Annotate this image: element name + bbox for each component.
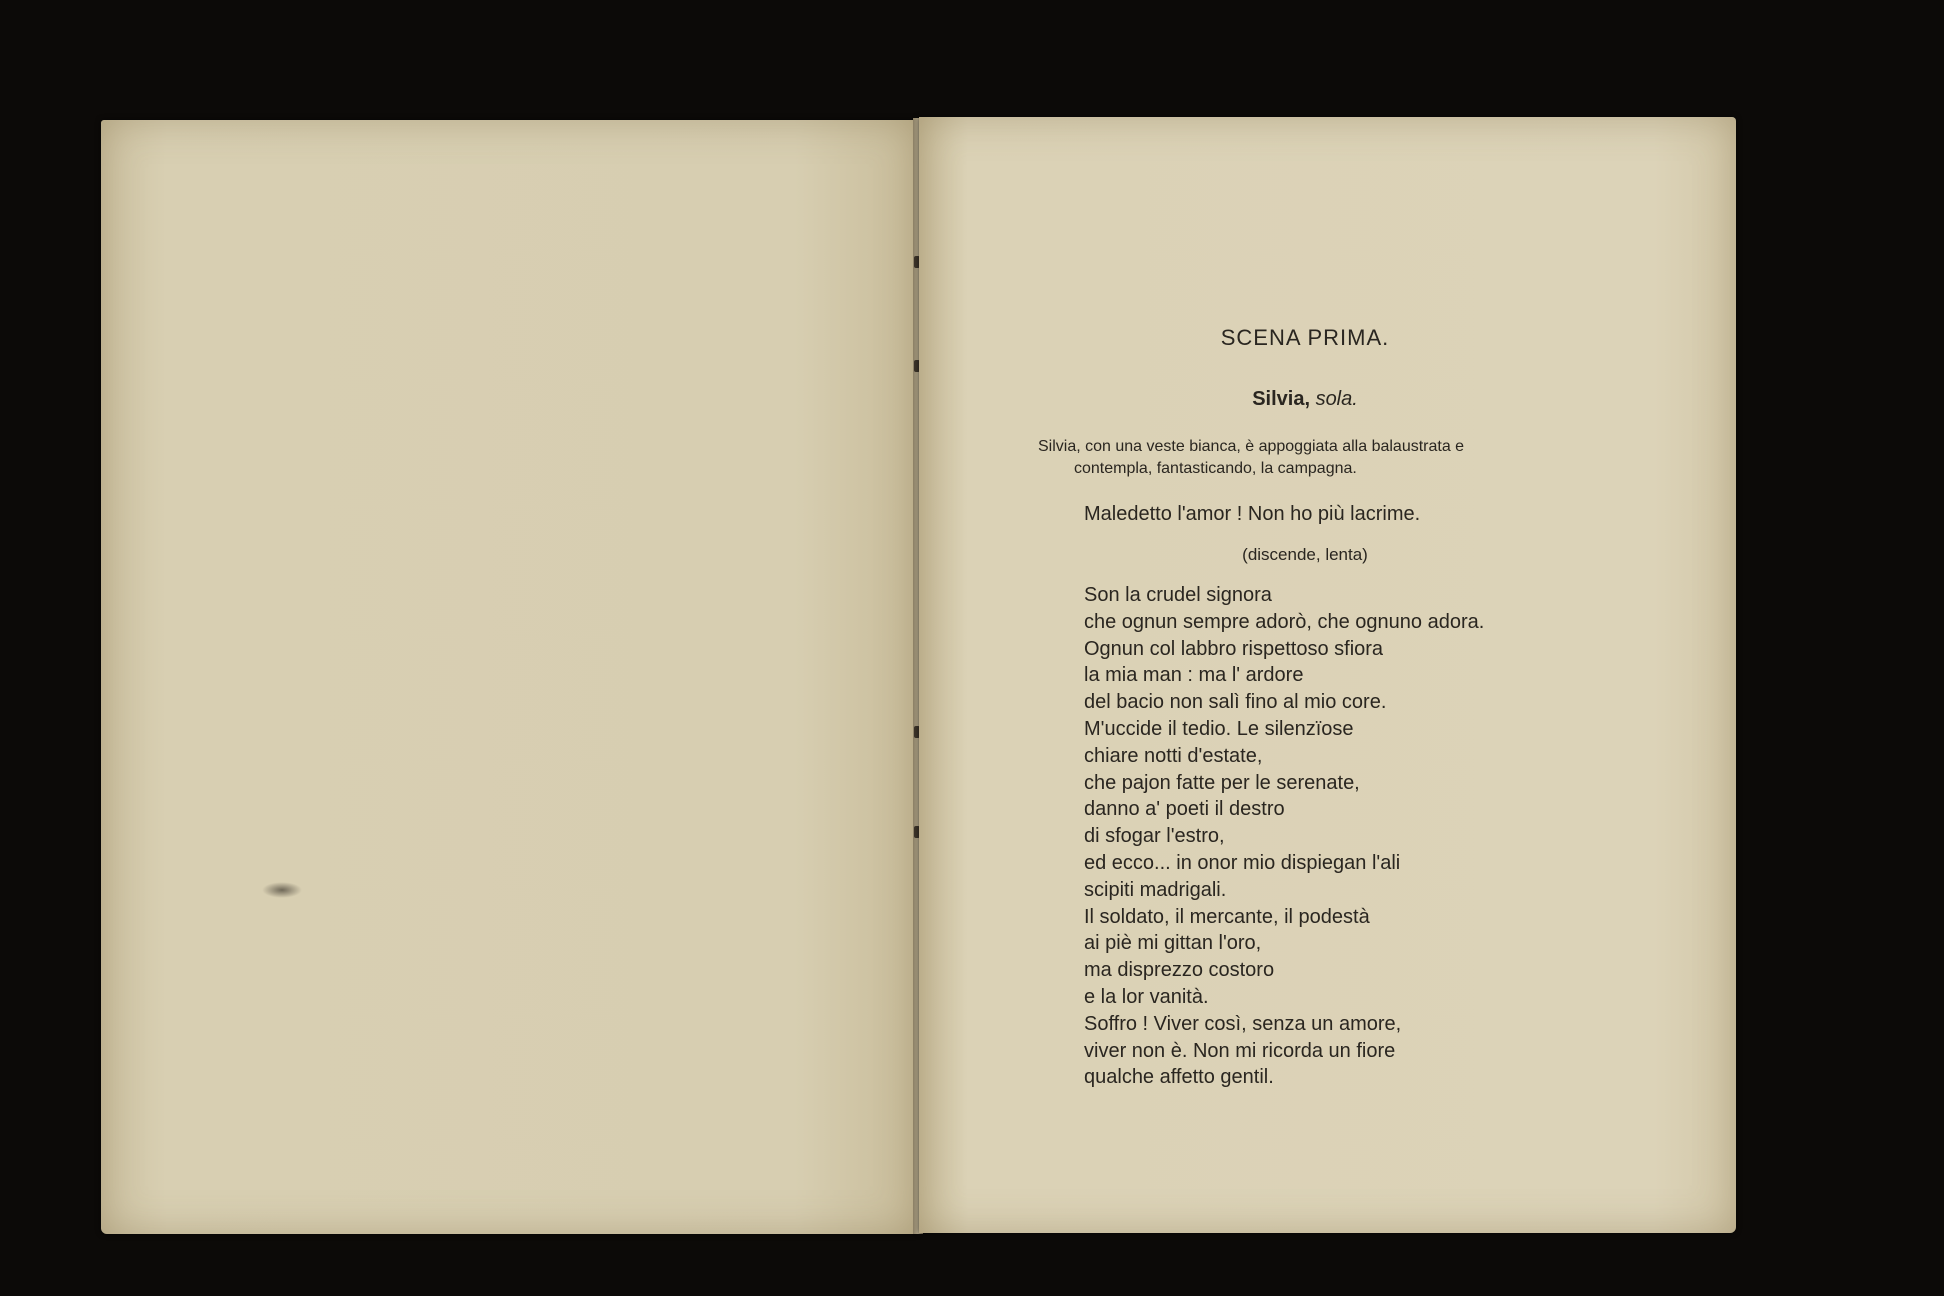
verse-line: Il soldato, il mercante, il podestà <box>1084 905 1370 928</box>
verse-line: scipiti madrigali. <box>1084 878 1227 901</box>
stage-direction-line: contempla, fantasticando, la campagna. <box>1074 460 1357 477</box>
character-heading <box>1060 388 1550 411</box>
verse-line: e la lor vanità. <box>1084 985 1209 1008</box>
verse-line: chiare notti d'estate, <box>1084 744 1263 767</box>
verse-line: M'uccide il tedio. Le silenzïose <box>1084 717 1354 740</box>
verse-line: di sfogar l'estro, <box>1084 825 1225 848</box>
character-note: sola. <box>1315 388 1358 410</box>
verse-line: Son la crudel signora <box>1084 584 1272 606</box>
verse-stanza <box>1084 582 1484 1091</box>
stage-direction-line: Silvia, con una veste bianca, è appoggiata alla balaustrata e <box>1038 438 1465 455</box>
verse-line: del bacio non salì fino al mio core. <box>1084 691 1387 714</box>
verse-line: che ognun sempre adorò, che ognuno adora. <box>1084 610 1485 633</box>
verse-line: che pajon fatte per le serenate, <box>1084 771 1360 794</box>
character-name: Silvia, <box>1252 388 1310 410</box>
verse-line: danno a' poeti il destro <box>1084 798 1285 821</box>
verse-line: viver non è. Non mi ricorda un fiore <box>1084 1039 1396 1062</box>
scene-title: SCENA PRIMA. <box>1220 325 1390 350</box>
verse-line: ai piè mi gittan l'oro, <box>1084 932 1262 955</box>
verse-line: ma disprezzo costoro <box>1084 959 1275 982</box>
verse-line: Soffro ! Viver così, senza un amore, <box>1084 1012 1402 1035</box>
left-page-blank <box>101 120 917 1234</box>
ink-smudge <box>262 882 302 898</box>
opening-line: Maledetto l'amor ! Non ho più lacrime. <box>1084 503 1421 525</box>
stage-direction <box>1038 436 1578 480</box>
verse-line: ed ecco... in onor mio dispiegan l'ali <box>1084 851 1401 874</box>
verse-line: Ognun col labbro rispettoso sfiora <box>1084 637 1384 660</box>
verse-line: qualche affetto gentil. <box>1084 1066 1274 1089</box>
stage-aside: (discende, lenta) <box>1242 545 1368 564</box>
verse-line: la mia man : ma l' ardore <box>1084 664 1304 687</box>
